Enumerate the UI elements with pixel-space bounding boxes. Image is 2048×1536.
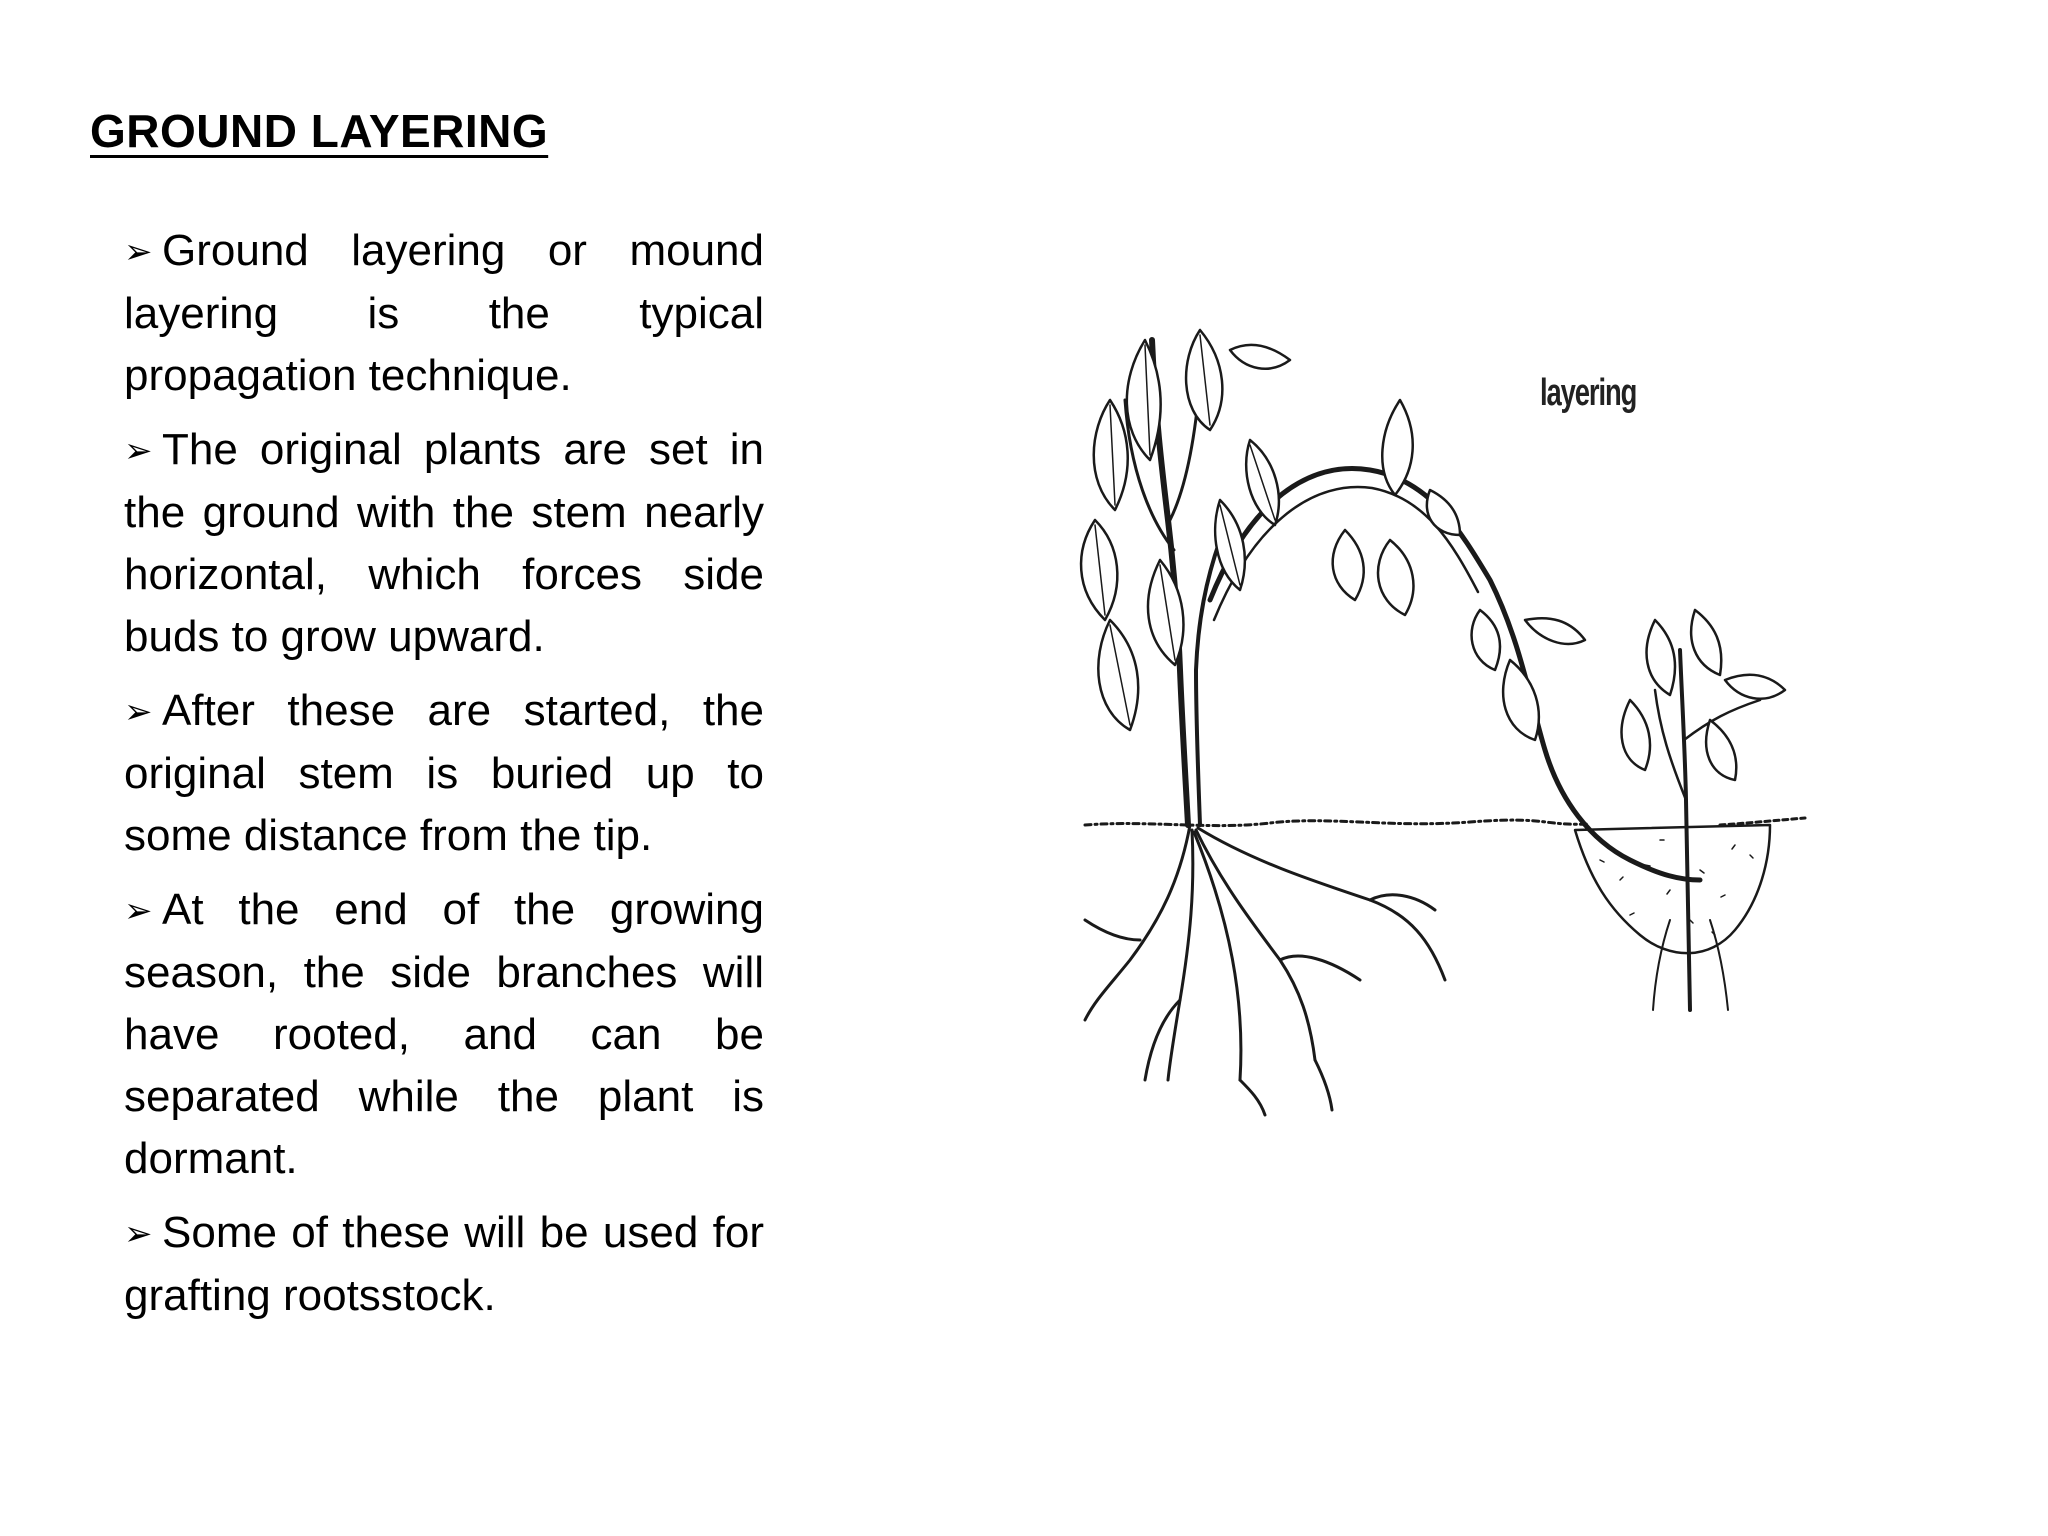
bullet-item [124,419,764,668]
bullet-text: Ground layering or mound layering is the typical propagation technique. [124,226,764,400]
mother-leaves [1081,330,1290,730]
arrow-bullet-icon: ➢ [124,432,153,470]
bullet-item [124,879,764,1190]
bullet-item [124,1202,764,1327]
mother-roots [1085,825,1445,1115]
figure-label: layering [1540,372,1637,414]
arrow-bullet-icon: ➢ [124,693,153,731]
layering-illustration [1070,320,1820,1120]
stem-leaves [1333,400,1585,740]
bullet-item [124,680,764,867]
slide-title: GROUND LAYERING [90,105,549,157]
arrow-bullet-icon: ➢ [124,233,153,271]
bullet-text: After these are started, the original stem is buried up to some distance from the tip. [124,686,764,860]
plant-layering-drawing [1070,320,1820,1120]
arrow-bullet-icon: ➢ [124,1215,153,1253]
ground-line [1085,820,1590,826]
bullet-list [124,220,764,1339]
bullet-text: Some of these will be used for grafting rootsstock. [124,1208,764,1320]
bullet-item [124,220,764,407]
arrow-bullet-icon: ➢ [124,892,153,930]
new-plant-leaves [1622,610,1785,780]
bullet-text: At the end of the growing season, the side branches will have rooted, and can be separated while the plant is dormant. [124,885,764,1183]
bullet-text: The original plants are set in the ground with the stem nearly horizontal, which forces side buds to grow upward. [124,425,764,661]
new-plant-stem [1680,650,1690,1010]
